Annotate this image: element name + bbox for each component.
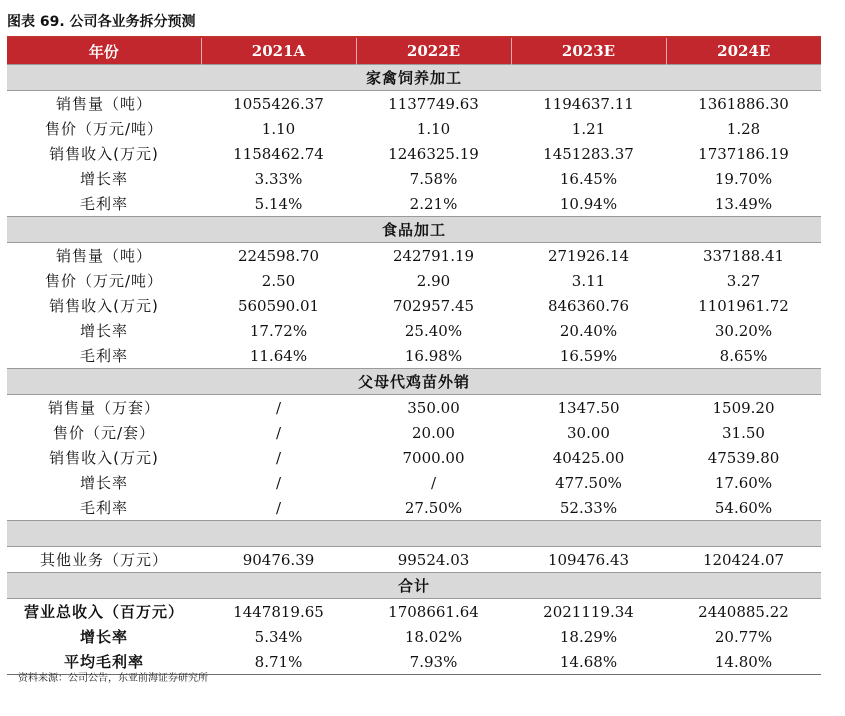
row-value: / [275, 398, 282, 417]
row-value: 1737186.19 [698, 144, 789, 163]
row-label: 平均毛利率 [7, 649, 201, 675]
row-value: 18.29% [559, 627, 618, 646]
row-value: 1361886.30 [698, 94, 789, 113]
row-value: 8.65% [719, 346, 768, 365]
row-label: 增长率 [79, 170, 128, 188]
row-value: 271926.14 [547, 246, 630, 265]
section-header [7, 369, 821, 395]
row-value: 11.64% [249, 346, 308, 365]
row-value: 19.70% [714, 169, 773, 188]
row-value: 18.02% [404, 627, 463, 646]
spacer-row [7, 521, 821, 547]
row-value: 16.45% [559, 169, 618, 188]
row-value: 1.10 [261, 119, 296, 138]
header-2024e: 2024E [666, 38, 821, 65]
row-value: 54.60% [714, 498, 773, 517]
row-value: 8.71% [201, 649, 356, 675]
row-value: 1246325.19 [388, 144, 479, 163]
row-value: 846360.76 [547, 296, 630, 315]
row-label: 增长率 [79, 322, 128, 340]
table-row [7, 166, 821, 191]
table-row [7, 343, 821, 369]
figure-title: 图表 69. 公司各业务拆分预测 [7, 14, 196, 30]
table-row [7, 420, 821, 445]
table-row [7, 293, 821, 318]
row-value: 1451283.37 [543, 144, 634, 163]
header-2021a: 2021A [201, 38, 356, 65]
row-value: / [430, 473, 437, 492]
row-label: 销售量（万套） [47, 399, 160, 417]
table-row [7, 191, 821, 217]
row-value: 2440885.22 [698, 602, 789, 621]
total-row [7, 599, 821, 625]
row-label: 增长率 [79, 628, 128, 646]
row-value: 3.11 [571, 271, 606, 290]
table-row [7, 395, 821, 421]
row-value: 99524.03 [397, 550, 470, 569]
section-header [7, 65, 821, 91]
row-value: 27.50% [404, 498, 463, 517]
row-value: 40425.00 [552, 448, 625, 467]
row-value: / [275, 423, 282, 442]
section-header [7, 217, 821, 243]
row-value: 350.00 [407, 398, 460, 417]
row-value: 3.33% [254, 169, 303, 188]
section-title: 父母代鸡苗外销 [7, 369, 821, 395]
row-label: 其他业务（万元） [39, 551, 168, 569]
row-label: 售价（万元/吨） [44, 120, 164, 138]
row-value: 13.49% [714, 194, 773, 213]
row-value: 20.40% [559, 321, 618, 340]
row-value: 52.33% [559, 498, 618, 517]
row-label: 销售收入(万元) [49, 449, 159, 467]
row-value: 1.10 [416, 119, 451, 138]
section-title: 家禽饲养加工 [7, 65, 821, 91]
row-value: 20.00 [412, 423, 455, 442]
row-value: 1.28 [726, 119, 761, 138]
row-value: 7.58% [409, 169, 458, 188]
row-value: 16.59% [559, 346, 618, 365]
row-value: 1708661.64 [388, 602, 479, 621]
table-row [7, 116, 821, 141]
section-header-total [7, 573, 821, 599]
spacer-cell [7, 521, 821, 547]
row-value: 477.50% [555, 473, 622, 492]
row-value: 14.68% [511, 649, 666, 675]
table-row [7, 445, 821, 470]
table-row [7, 243, 821, 269]
row-label: 销售量（吨） [55, 247, 152, 265]
row-value: 1509.20 [712, 398, 775, 417]
section-title: 合计 [7, 573, 821, 599]
row-value: 702957.45 [392, 296, 475, 315]
row-value: 31.50 [722, 423, 765, 442]
row-value: 7000.00 [402, 448, 465, 467]
row-value: 560590.01 [237, 296, 320, 315]
row-value: 2.21% [409, 194, 458, 213]
row-value: 1137749.63 [388, 94, 479, 113]
table-header-row [7, 38, 821, 65]
row-value: 109476.43 [547, 550, 630, 569]
row-value: 17.60% [714, 473, 773, 492]
row-value: 1347.50 [557, 398, 620, 417]
row-label: 增长率 [79, 474, 128, 492]
row-value: 1194637.11 [543, 94, 634, 113]
header-2023e: 2023E [511, 38, 666, 65]
row-value: 30.00 [567, 423, 610, 442]
row-value: 2021119.34 [543, 602, 634, 621]
row-label: 营业总收入（百万元） [23, 603, 184, 621]
row-value: 1101961.72 [698, 296, 789, 315]
row-value: 337188.41 [702, 246, 785, 265]
row-value: 30.20% [714, 321, 773, 340]
row-value: 16.98% [404, 346, 463, 365]
row-label: 毛利率 [79, 195, 128, 213]
header-year-label: 年份 [7, 38, 201, 65]
row-value: 5.14% [254, 194, 303, 213]
table-row [7, 470, 821, 495]
business-forecast-table [7, 38, 821, 675]
section-title: 食品加工 [7, 217, 821, 243]
row-value: / [275, 448, 282, 467]
other-business-row [7, 547, 821, 573]
row-label: 销售收入(万元) [49, 145, 159, 163]
row-value: 7.93% [356, 649, 511, 675]
row-value: / [275, 498, 282, 517]
row-value: 20.77% [714, 627, 773, 646]
row-value: 1.21 [571, 119, 606, 138]
row-value: 17.72% [249, 321, 308, 340]
row-value: 90476.39 [242, 550, 315, 569]
row-value: 14.80% [666, 649, 821, 675]
source-note: 资料来源：公司公告，东亚前海证券研究所 [18, 673, 208, 684]
row-value: 10.94% [559, 194, 618, 213]
row-value: 242791.19 [392, 246, 475, 265]
table-row [7, 318, 821, 343]
row-value: 47539.80 [707, 448, 780, 467]
row-label: 售价（元/套） [52, 424, 156, 442]
row-value: 224598.70 [237, 246, 320, 265]
row-value: 1055426.37 [233, 94, 324, 113]
row-value: 1447819.65 [233, 602, 324, 621]
row-label: 销售量（吨） [55, 95, 152, 113]
row-value: / [275, 473, 282, 492]
header-2022e: 2022E [356, 38, 511, 65]
row-value: 5.34% [254, 627, 303, 646]
row-label: 毛利率 [79, 347, 128, 365]
table-row [7, 268, 821, 293]
row-value: 120424.07 [702, 550, 785, 569]
row-label: 毛利率 [79, 499, 128, 517]
table-row [7, 495, 821, 521]
row-value: 3.27 [726, 271, 761, 290]
table-row [7, 91, 821, 117]
total-row [7, 624, 821, 649]
row-value: 1158462.74 [233, 144, 324, 163]
row-value: 25.40% [404, 321, 463, 340]
row-label: 销售收入(万元) [49, 297, 159, 315]
table-row [7, 141, 821, 166]
row-value: 2.90 [416, 271, 451, 290]
row-label: 售价（万元/吨） [44, 272, 164, 290]
row-value: 2.50 [261, 271, 296, 290]
